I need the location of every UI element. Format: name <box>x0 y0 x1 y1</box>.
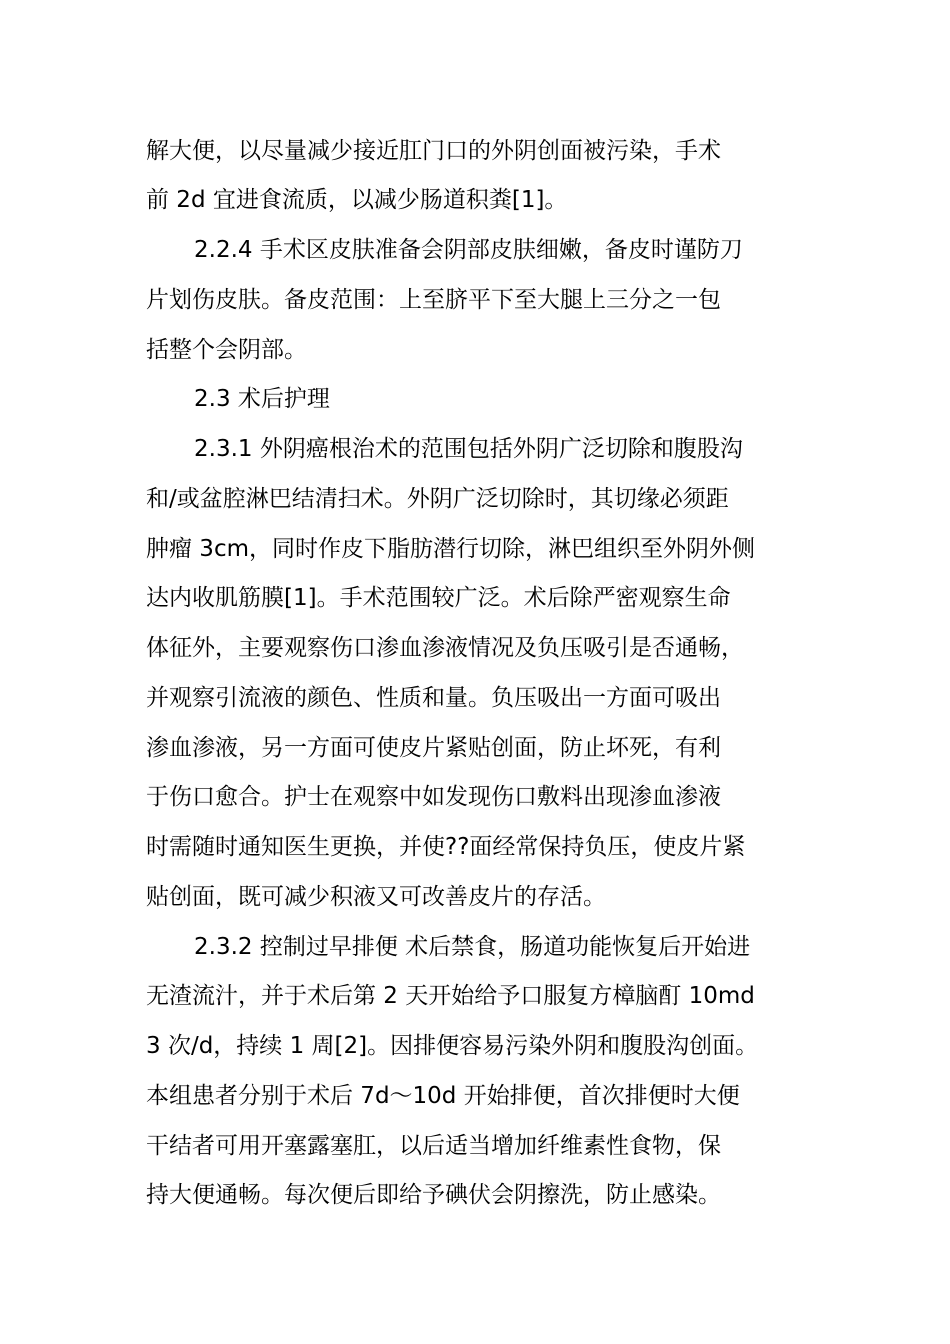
section-heading-2-3-2: 2.3.2 控制过早排便 术后禁食，肠道功能恢复后开始进 <box>194 934 751 960</box>
text-line: 贴创面，既可减少积液又可改善皮片的存活。 <box>146 884 606 910</box>
text-line: 括整个会阴部。 <box>146 337 307 363</box>
section-heading-2-3-1: 2.3.1 外阴癌根治术的范围包括外阴广泛切除和腹股沟 <box>194 436 743 462</box>
text-line: 本组患者分别于术后 7d～10d 开始排便，首次排便时大便 <box>146 1083 740 1109</box>
text-line: 解大便，以尽量减少接近肛门口的外阴创面被污染，手术 <box>146 138 721 164</box>
section-heading-2-2-4: 2.2.4 手术区皮肤准备会阴部皮肤细嫩，备皮时谨防刀 <box>194 237 743 263</box>
text-line: 片划伤皮肤。备皮范围：上至脐平下至大腿上三分之一包 <box>146 287 721 313</box>
text-line: 和/或盆腔淋巴结清扫术。外阴广泛切除时，其切缘必须距 <box>146 486 729 512</box>
text-line: 体征外，主要观察伤口渗血渗液情况及负压吸引是否通畅， <box>146 635 744 661</box>
text-line: 渗血渗液，另一方面可使皮片紧贴创面，防止坏死，有利 <box>146 735 721 761</box>
text-line: 3 次/d，持续 1 周[2]。因排便容易污染外阴和腹股沟创面。 <box>146 1033 759 1059</box>
section-heading-2-3: 2.3 术后护理 <box>194 386 330 412</box>
text-line: 达内收肌筋膜[1]。手术范围较广泛。术后除严密观察生命 <box>146 585 731 611</box>
text-line: 时需随时通知医生更换，并使??面经常保持负压，使皮片紧 <box>146 834 746 860</box>
text-line: 并观察引流液的颜色、性质和量。负压吸出一方面可吸出 <box>146 685 721 711</box>
text-line: 持大便通畅。每次便后即给予碘伏会阴擦洗，防止感染。 <box>146 1182 721 1208</box>
text-line: 前 2d 宜进食流质，以减少肠道积粪[1]。 <box>146 187 568 213</box>
text-line: 于伤口愈合。护士在观察中如发现伤口敷料出现渗血渗液 <box>146 784 721 810</box>
text-line: 无渣流汁，并于术后第 2 天开始给予口服复方樟脑酊 10md <box>146 983 755 1009</box>
text-line: 干结者可用开塞露塞肛，以后适当增加纤维素性食物，保 <box>146 1133 721 1159</box>
text-line: 肿瘤 3cm，同时作皮下脂肪潜行切除，淋巴组织至外阴外侧 <box>146 536 755 562</box>
